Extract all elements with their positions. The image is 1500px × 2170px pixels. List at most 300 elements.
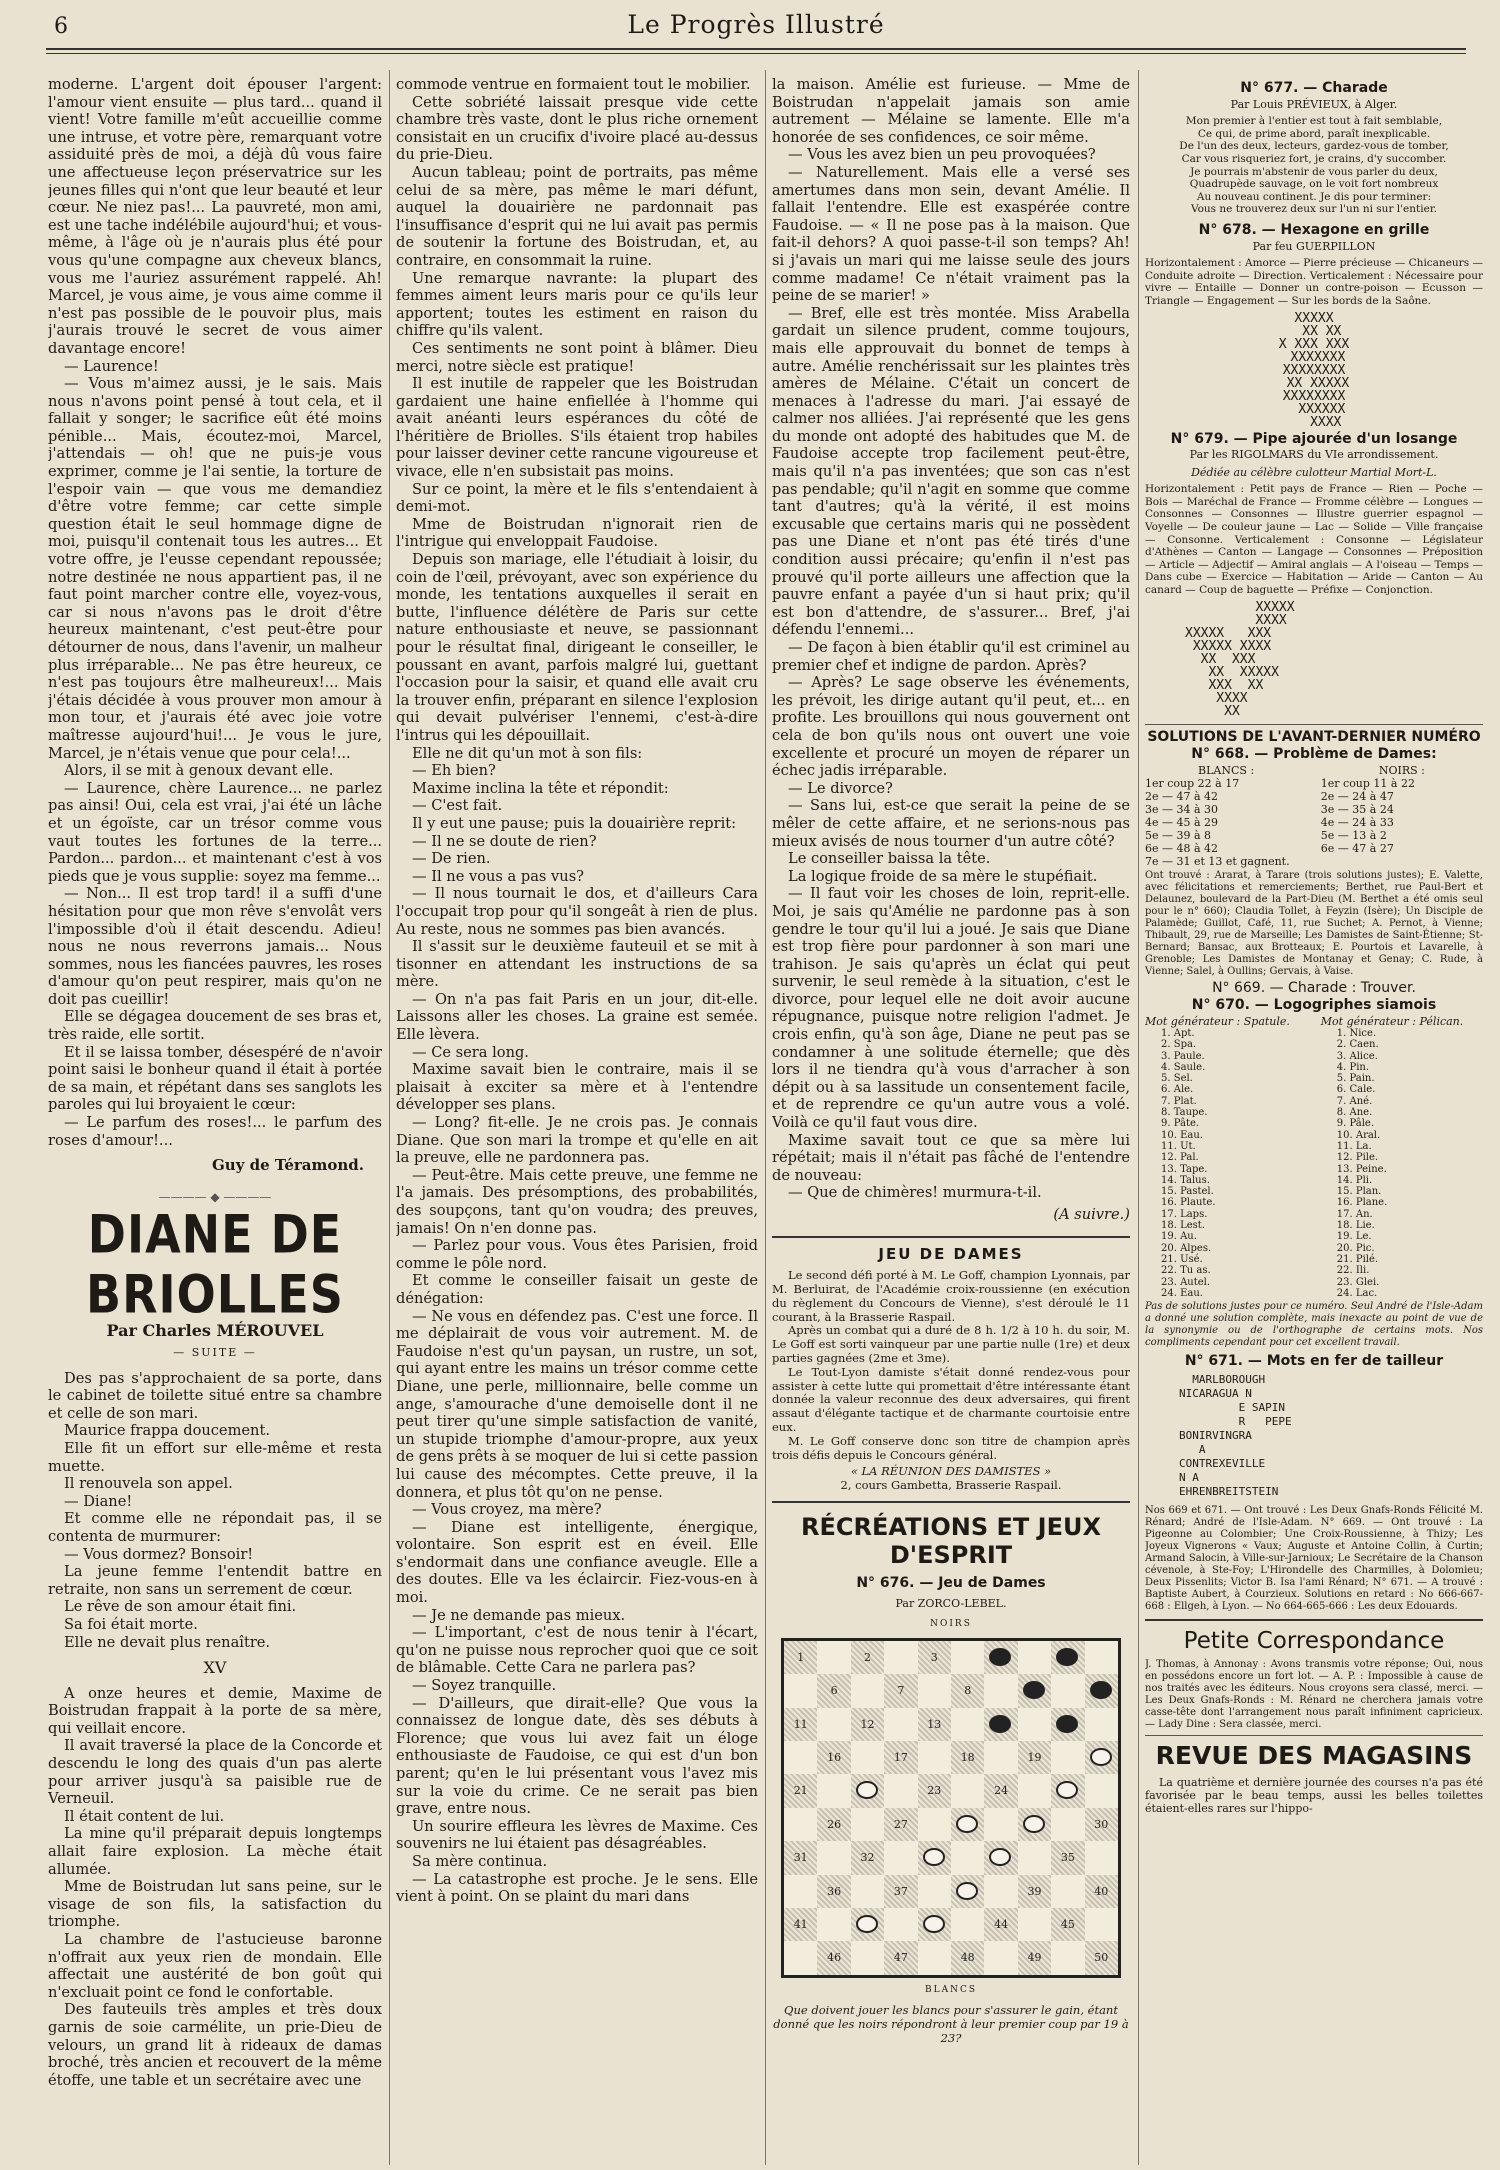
square-number: 17 [893,1750,908,1764]
text-line: Quadrupède sauvage, on le voit fort nombreux [1189,178,1439,191]
text-line: 4. Pin. [1336,1061,1370,1073]
hexagon-title: N° 678. — Hexagone en grille [1198,221,1430,238]
paragraph: — Ne vous en défendez pas. C'est une force. Il me déplairait de vous voir autrement. M. de Faudoise n'est qu'un paysan, un rustre, un sot, qui ayant entre les mains un trésor comme cette Diane, une perle, millionnaire, belle comme un ange, s'amourache d'une demoiselle dont il ne peut tirer qu'une simple satisfaction de vanité, un stupide triomphe d'amour-propre, aux yeux de gens prêts à se moquer de lui si cette passion lui cause des mécomptes. Cette preuve, il la donnera, et plus tôt qu'on ne pense. [396,1307,758,1501]
text-line: 2e — 24 à 47 [1320,789,1394,803]
problem-676-title: N° 676. — Jeu de Dames [856,1574,1046,1591]
board-light-square [1051,1808,1084,1841]
board-square-44 [984,1908,1017,1941]
paragraph: — Il faut voir les choses de loin, reprit-elle. Moi, je sais qu'Amélie ne pardonne pas à son gendre le tour qu'il lui a joué. Je sais que Diane est trop fière pour pardonner à son mari une trahison. Je sais qu'après un éclat qui peut survenir, le seul remède à la situation, c'est le divorce, pour lequel elle ne doit avoir aucune répugnance, puisque notre religion l'admet. Je crois enfin, qu'à son âge, Diane ne peut pas se condamner à une solitude éternelle; que dès lors il ne tiendra qu'à vous d'arracher à son dépit ou à sa lassitude un consentement facile, et de reprendre ce qu'un autre vous a volé. Voilà ce qu'il faut vous dire. [772,885,1130,1132]
board-square-8 [951,1674,984,1707]
square-number: 47 [893,1951,908,1965]
paragraph: Le conseiller baissa la tête. [788,850,991,868]
board-light-square [1018,1841,1051,1874]
square-number: 18 [960,1750,975,1764]
black-piece [989,1648,1011,1666]
text-line: 4. Saule. [1161,1061,1206,1073]
board-square-42 [851,1908,884,1941]
revue-title: REVUE DES MAGASINS [1155,1740,1473,1770]
white-piece [1023,1815,1045,1833]
paragraph: — Que de chimères! murmura-t-il. [788,1184,1042,1202]
paragraph: Et il se laissa tomber, désespéré de n'avoir point saisi le bonheur quand il était à portée de sa main, et répétant dans ses sanglots les paroles qui lui broyaient le cœur: [48,1043,382,1114]
square-number: 50 [1094,1951,1109,1965]
square-number: 3 [930,1650,938,1664]
board-square-41 [784,1908,817,1941]
board-light-square [918,1741,951,1774]
solution-668-title: N° 668. — Problème de Dames: [1191,746,1437,763]
paragraph: Elle se dégagea doucement de ses bras et, très raide, elle sortit. [48,1008,382,1044]
logogriph-left-head: Mot générateur : Spatule. [1145,1015,1290,1028]
column-3 [772,76,1130,2166]
text-line: Car vous risqueriez fort, je crains, d'y succomber. [1181,152,1447,165]
paragraph: Maxime savait tout ce que sa mère lui répétait; mais il n'était pas fâché de l'entendre de nouveau: [772,1131,1130,1184]
charade-title: N° 677. — Charade [1240,80,1388,96]
pipe-dedication: Dédiée au célèbre culotteur Martial Mort-L. [1191,465,1437,479]
paragraph: commode ventrue en formaient tout le mobilier. [396,76,751,93]
board-light-square [951,1908,984,1941]
paragraph: — Vous les avez bien un peu provoquées? [788,146,1096,164]
board-light-square [1018,1708,1051,1741]
board-square-36 [817,1875,850,1908]
text-line: 9. Pâte. [1161,1118,1200,1130]
text-line: 15. Pastel. [1161,1186,1214,1198]
board-square-22 [851,1774,884,1807]
text-line: 24. Eau. [1161,1287,1203,1299]
board-light-square [984,1741,1017,1774]
text-line: 3. Paule. [1161,1050,1205,1062]
board-light-square [1085,1708,1118,1741]
board-square-48 [951,1941,984,1974]
dames-section-title: JEU DE DAMES [878,1244,1024,1263]
paragraph: — Après? Le sage observe les événements, les prévoit, les dirige autant qu'il peut, et... en profite. Les brouillons qui nous gouvernent ont cela de bon qu'ils nous ont ouvert une voie excellente et procuré un moyen de réparer un échec jadis irréparable. [772,674,1130,780]
text-line: 12. Pal. [1161,1152,1199,1164]
board-square-47 [884,1941,917,1974]
column-rule-1 [389,70,390,2165]
board-light-square [884,1774,917,1807]
board-light-square [851,1808,884,1841]
board-square-23 [918,1774,951,1807]
text-line: 10. Aral. [1336,1129,1381,1141]
text-line: 6. Ale. [1161,1084,1194,1096]
paragraph: — La catastrophe est proche. Je le sens. Elle vient à point. On se plaint du mari dans [396,1870,758,1906]
square-number: 21 [793,1784,808,1798]
logogriph-left [1145,1015,1307,1299]
square-number: 6 [830,1684,838,1698]
text-line: 1er coup 22 à 17 [1145,776,1240,790]
square-number: 1 [797,1650,805,1664]
square-number: 12 [860,1717,875,1731]
text-line: 4e — 45 à 29 [1145,815,1219,829]
text-line: 4e — 24 à 33 [1320,815,1394,829]
solution-671-title: N° 671. — Mots en fer de tailleur [1184,1353,1444,1370]
board-light-square [984,1674,1017,1707]
section-rule-2 [772,1501,1130,1503]
square-number: 11 [793,1717,808,1731]
board-square-39 [1018,1875,1051,1908]
board-light-square [918,1674,951,1707]
paragraph: Mme de Boistrudan n'ignorait rien de l'intrigue qui enveloppait Faudoise. [396,515,758,551]
paragraph: — Eh bien? [412,762,496,780]
paragraph: — Long? fit-elle. Je ne crois pas. Je connais Diane. Que son mari la trompe et qu'elle en ait la preuve, elle ne pardonnera pas. [396,1114,758,1167]
text-line: 1. Nice. [1336,1028,1377,1039]
board-square-24 [984,1774,1017,1807]
square-number: 41 [793,1917,808,1931]
board-light-square [851,1941,884,1974]
solution-670-note: Pas de solutions justes pour ce numéro. Seul André de l'Isle-Adam a donné une solution complète, mais inexacte au point de vue de la synonymie ou de l'orthographe de certains mots. Nos compliments cependant pour cet excellent travail. [1145,1301,1483,1349]
paragraph: Maxime inclina la tête et répondit: [412,779,669,797]
board-light-square [918,1941,951,1974]
paragraph: La logique froide de sa mère le stupéfiait. [788,867,1098,885]
paragraph: Un sourire effleura les lèvres de Maxime. Ces souvenirs ne lui étaient pas désagréables. [396,1817,758,1853]
board-square-45 [1051,1908,1084,1941]
charade-author: Par Louis PRÉVIEUX, à Alger. [1230,97,1398,111]
black-piece [1090,1681,1112,1699]
board-square-1 [784,1641,817,1674]
board-light-square [1051,1941,1084,1974]
board-light-square [784,1674,817,1707]
text-line: 24. Lac. [1336,1287,1378,1299]
text-line: 20. Alpes. [1161,1242,1212,1254]
square-number: 26 [827,1817,842,1831]
square-number: 45 [1060,1917,1075,1931]
text-line: 17. Laps. [1161,1208,1208,1220]
column-rule-3 [1138,70,1139,2165]
board-square-37 [884,1875,917,1908]
board-light-square [817,1708,850,1741]
solution-669: N° 669. — Charade : Trouver. [1212,979,1416,996]
text-line: 11. Ut. [1161,1140,1196,1152]
blancs-label: BLANCS [924,1984,978,1995]
board-light-square [884,1841,917,1874]
paragraph: — Il ne vous a pas vus? [412,867,585,885]
text-line: 6e — 48 à 42 [1145,841,1219,855]
board-square-33 [918,1841,951,1874]
text-line: 2. Spa. [1161,1039,1197,1051]
board-light-square [851,1741,884,1774]
board-square-18 [951,1741,984,1774]
paragraph: Sa foi était morte. [64,1615,198,1633]
board-light-square [884,1641,917,1674]
text-line: 18. Lest. [1161,1220,1205,1232]
column-2 [396,76,758,2166]
paragraph: Il était content de lui. [64,1807,225,1825]
black-piece [989,1715,1011,1733]
text-line: 1. Apt. [1161,1028,1195,1039]
story-signature: Guy de Téramond. [211,1156,364,1175]
white-piece [956,1882,978,1900]
board-light-square [851,1674,884,1707]
board-light-square [918,1875,951,1908]
revue-text: La quatrième et dernière journée des courses n'a pas été favorisée par le beau temps, aussi les belles toilettes étaient-elles rares sur l'hippo- [1145,1775,1483,1815]
text-line: 19. Le. [1336,1231,1372,1243]
board-light-square [1085,1841,1118,1874]
board-square-9 [1018,1674,1051,1707]
header-rule-thin [46,53,1466,54]
paragraph: La mine qu'il préparait depuis longtemps allait faire explosion. La mèche était allumée. [48,1825,382,1878]
white-piece [1056,1781,1078,1799]
correspondance-title: Petite Correspondance [1183,1627,1445,1654]
board-square-29 [1018,1808,1051,1841]
board-square-26 [817,1808,850,1841]
board-light-square [884,1908,917,1941]
board-light-square [984,1875,1017,1908]
solutions-finders: Nos 669 et 671. — Ont trouvé : Les Deux Gnafs-Ronds Félicité M. Rénard; André de l'Isle-Adam. N° 669. — Ont trouvé : La Pigeonne au Colombier; Une Croix-Roussienne, à Thizy; Les Joyeux Vignerons « Vaux; Auguste et Antoine Collin, à Curtin; Armand Salocin, à Ville-sur-Jarnioux; Le Secrétaire de la Chanson cévenole, à Ste-Foy; L'Hirondelle des Charmilles, à Dolomieu; Deux Pissenlits; Victor B. Isa l'ami Rénard; N° 671. — A trouvé : Baptiste Aubert, à Courzieux. Solutions en retard : No 666-667-668 : Ellgeh, à Lyon. — No 664-665-666 : Les deux Edouards. [1145,1504,1483,1612]
square-number: 24 [994,1784,1009,1798]
blancs-heading: BLANCS : [1198,763,1255,777]
board-light-square [984,1941,1017,1974]
square-number: 37 [893,1884,908,1898]
white-piece [1090,1748,1112,1766]
paragraph: Le Tout-Lyon damiste s'était donné rendez-vous pour assister à cette lutte qui promettait d'être intéressante étant donnée la valeur reconnue des deux adversaires, qui firent assaut d'élégante tactique et de charmante courtoisie entre eux. [772,1364,1130,1434]
board-square-19 [1018,1741,1051,1774]
square-number: 27 [893,1817,908,1831]
checkers-board-wrap [781,1638,1121,1978]
text-line: 5e — 13 à 2 [1320,828,1387,842]
story-ending [48,76,382,1149]
paragraph: moderne. L'argent doit épouser l'argent: l'amour vient ensuite — plus tard... quand il vient! Votre famille m'eût accueillie comme une intruse, et votre père, remarquant votre assiduité près de moi, a déjà dû vous faire une affectueuse leçon préservatrice sur les jeunes filles qui n'ont que leur beauté et leur cœur. Ne niez pas!... La pauvreté, mon ami, est une tache indélébile aujourd'hui; et vous-même, à l'âge où je n'aurais plus été pour vous qu'une compagne aux cheveux blancs, vous me l'auriez assurément rappelé. Ah! Marcel, je vous aime, je vous aime comme il n'est pas possible de le pouvoir plus, mais j'aurais trouvé le secret de vous aimer davantage encore! [48,76,382,357]
text-line: 10. Eau. [1161,1129,1203,1141]
serial-title: DIANE DE BRIOLLES [86,1203,344,1326]
masthead-title: Le Progrès Illustré [627,10,885,39]
white-piece [923,1848,945,1866]
board-square-7 [884,1674,917,1707]
white-piece [856,1781,878,1799]
hexagon-clues: Horizontalement : Amorce — Pierre précieuse — Chicaneurs — Conduite adroite — Direction. Verticalement : Nécessaire pour vivre — Entaille — Donner un contre-poison — Ecusson — Triangle — Engagement — Sur les bords de la Saône. [1145,257,1483,307]
pipe-title: N° 679. — Pipe ajourée d'un losange [1170,430,1458,447]
board-square-46 [817,1941,850,1974]
square-number: 31 [793,1851,808,1865]
paragraph: Mme de Boistrudan lut sans peine, sur le visage de son fils, la satisfaction du triomphe. [48,1878,382,1931]
square-number: 8 [964,1684,972,1698]
paragraph: La jeune femme l'entendit battre en retraite, non sans un serrement de cœur. [48,1563,382,1598]
pipe-grid: XXXXX XXXX XXXXX XXX XXXXX XXXX XX XXX XX XXXXX XXX XX XXXX XX [1185,599,1295,719]
paragraph: — Diane est intelligente, énergique, volontaire. Son esprit est en éveil. Elle s'endormait dans une confiance aveugle. Elle a des doutes. Elle va les éclaircir. Fiez-vous-en à moi. [396,1518,758,1607]
solution-668-finders: Ont trouvé : Ararat, à Tarare (trois solutions justes); E. Valette, avec félicitations et remerciements; Berthet, rue Paul-Bert et Delaunez, boulevard de la Part-Dieu (M. Berthet a été omis seul pour le n° 660); Claudia Tollet, à Feyzin (Isère); Un Disciple de Palamède; Guillot, Café, 11, rue Suchet; A. Pernot, à Vienne; Thibault, 29, rue de Marseille; Les Damistes de Saint-Étienne; St-Bernard; Bansac, aux Brotteaux; E. Pourtois et Lavarelle, à Grenoble; Les Damistes de Montanay et Genay; C. Rude, à Vienne; Salel, à Oullins; Gervais, à Vaise. [1145,869,1483,977]
board-square-30 [1085,1808,1118,1841]
serial-text-part3 [396,76,758,1906]
paragraph: — Peut-être. Mais cette preuve, une femme ne l'a jamais. Des présomptions, des probabilités, des soupçons, tant qu'on voudra; des preuves, jamais! On n'en donne pas. [396,1166,758,1237]
paragraph: — Laurence! [64,357,159,375]
text-line: 20. Pic. [1336,1242,1375,1254]
paragraph: — L'important, c'est de nous tenir à l'écart, qu'on ne puisse nous reprocher quoi que ce soit de blâmable. Cette Cara ne parlera pas? [396,1624,758,1677]
board-light-square [918,1808,951,1841]
logogriph-right [1321,1015,1483,1299]
board-light-square [984,1808,1017,1841]
text-line: 22. Tu as. [1161,1265,1211,1277]
paragraph: Il renouvela son appel. [64,1475,233,1493]
noirs-heading: NOIRS : [1378,763,1425,777]
text-line: 19. Au. [1161,1231,1197,1243]
text-line: 23. Glei. [1336,1276,1380,1288]
board-square-38 [951,1875,984,1908]
paragraph: A onze heures et demie, Maxime de Boistrudan frappait à la porte de sa mère, qui veillait encore. [48,1684,382,1737]
board-light-square [851,1875,884,1908]
board-square-40 [1085,1875,1118,1908]
paragraph: — Je ne demande pas mieux. [412,1606,626,1624]
paragraph: — D'ailleurs, que dirait-elle? Que vous la connaissez de longue date, dès ses débuts à Florence; que vous lui avez fait un éloge enthousiaste de Faudoise, ce qui est d'un bon parent; qu'en le lui présentant vous l'avez mis sur la voie du crime. Ce ne serait pas bien grave, entre nous. [396,1694,758,1818]
paragraph: — On n'a pas fait Paris en un jour, dit-elle. Laissons aller les choses. La graine est semée. Elle lèvera. [396,990,758,1044]
paragraph: Maurice frappa doucement. [64,1422,270,1440]
board-light-square [1018,1774,1051,1807]
text-line: 17. An. [1336,1208,1373,1220]
pipe-author: Par les RIGOLMARS du VIe arrondissement. [1189,448,1439,462]
text-line: Ce qui, de prime abord, paraît inexplicable. [1197,127,1431,140]
paragraph: Le rêve de son amour était fini. [64,1598,297,1616]
board-square-21 [784,1774,817,1807]
text-line: 16. Plane. [1336,1197,1388,1209]
text-line: Je pourrais m'abstenir de vous parler du deux, [1190,165,1438,178]
square-number: 7 [897,1684,905,1698]
serial-suite-label: — SUITE — [173,1346,257,1359]
paragraph: Sa mère continua. [412,1852,548,1870]
solution-671-grid: MARLBOROUGH NICARAGUA N E SAPIN R PEPE BONIRVINGRA A CONTREXEVILLE N A EHRENBREITSTEIN [1179,1372,1292,1498]
pipe-clues: Horizontalement : Petit pays de France — Rien — Poche — Bois — Maréchal de France — Fromme célèbre — Longues — Consonnes — Consonnes — Illustre guerrier espagnol — Voyelle — De couleur jaune — Lac — Solide — Ville française — Consonne. Verticalement : Consonne — Législateur d'Athènes — Canton — Langage — Consonnes — Préposition — Article — Adjectif — Amiral anglais — A l'oiseau — Temps — Dans cube — Exercice — Habitation — Aride — Canton — Au canard — Coup de baguette — Préfixe — Conjonction. [1145,483,1483,597]
board-square-31 [784,1841,817,1874]
paragraph: — De façon à bien établir qu'il est criminel au premier chef et indigne de pardon. Après? [772,639,1130,674]
text-line: 5. Pain. [1336,1073,1375,1085]
board-square-11 [784,1708,817,1741]
solutions-title: SOLUTIONS DE L'AVANT-DERNIER NUMÉRO [1147,728,1481,745]
board-square-13 [918,1708,951,1741]
text-line: 2. Caen. [1336,1039,1379,1051]
logogriph-left-list [1145,1028,1307,1299]
board-square-15 [1051,1708,1084,1741]
square-number: 16 [827,1750,842,1764]
board-light-square [784,1875,817,1908]
board-square-43 [918,1908,951,1941]
text-line: De l'un des deux, lecteurs, gardez-vous de tomber, [1179,140,1449,153]
paragraph: — Non... Il est trop tard! il a suffi d'une hésitation pour que mon rêve s'envolât vers l'impossible d'où il était descendu. Adieu! nous ne nous reverrons jamais... Nous sommes, nous les fiancées pauvres, les roses d'amour qu'on peut respirer, mais qu'on ne doit pas cueillir! [48,885,382,1008]
text-line: Vous ne trouverez deux sur l'un ni sur l'entier. [1190,203,1438,216]
board-square-49 [1018,1941,1051,1974]
serial-text-part4 [772,76,1130,1202]
black-piece [1056,1715,1078,1733]
board-light-square [817,1841,850,1874]
paragraph: — Vous croyez, ma mère? [412,1501,602,1519]
paragraph: Et comme elle ne répondait pas, il se contenta de murmurer: [48,1510,382,1545]
solution-668-moves [1145,764,1483,868]
page-number: 6 [54,14,68,39]
revue-rule [1145,1735,1483,1736]
board-square-32 [851,1841,884,1874]
white-piece [856,1915,878,1933]
hexagon-grid: XXXXX XX XX X XXX XXX XXXXXXX XXXXXXXX XX XXXXX XXXXXXXX XXXXXX XXXX [1278,310,1350,430]
black-piece [1056,1648,1078,1666]
board-light-square [817,1908,850,1941]
paragraph: M. Le Goff conserve donc son titre de champion après trois défis depuis le Concours général. [772,1433,1130,1462]
square-number: 13 [927,1717,942,1731]
paragraph: Depuis son mariage, elle l'étudiait à loisir, du coin de l'œil, prévoyant, avec son expérience du monde, les tentations auxquelles il serait en butte, l'influence délétère de Paris sur cette nature enthousiaste et neuve, se passionnant pour le résultat final, dirigeant le conseiller, le poussant en avant, parfois malgré lui, guettant l'occasion pour la saisir, et quand elle avait cru la trouver enfin, préparant en silence l'explosion qui devait pulvériser l'ennemi, c'est-à-dire l'intrus qui les dépouillait. [396,551,758,744]
paragraph: Sur ce point, la mère et le fils s'entendaient à demi-mot. [396,480,758,516]
paragraph: — C'est fait. [412,797,503,815]
hexagon-author: Par feu GUERPILLON [1252,239,1376,253]
paragraph: Une remarque navrante: la plupart des femmes aiment leurs maris pour ce qu'ils leur apportent; toutes les estiment en raison du chiffre qu'ils valent. [396,269,758,340]
board-light-square [1051,1741,1084,1774]
paragraph: — Il nous tournait le dos, et d'ailleurs Cara l'occupait trop pour qu'il songeât à rien de plus. Au reste, nous ne sommes pas bien avancés. [396,885,758,938]
logogriph-right-head: Mot générateur : Pélican. [1320,1015,1464,1028]
board-square-14 [984,1708,1017,1741]
paragraph: — Le parfum des roses!... le parfum des roses d'amour!... [48,1114,382,1149]
text-line: 22. Ili. [1336,1265,1370,1277]
header-rule [46,48,1466,50]
board-light-square [1085,1774,1118,1807]
ornament-divider: ———— ◆ ———— [158,1189,272,1204]
paragraph: Alors, il se mit à genoux devant elle. [64,762,334,780]
board-square-2 [851,1641,884,1674]
board-light-square [1085,1908,1118,1941]
text-line: 9. Pâle. [1336,1118,1375,1130]
paragraph: — Naturellement. Mais elle a versé ses amertumes dans mon sein, devant Amélie. Il fallait l'entendre. Elle est exaspérée contre Faudoise. — « Il ne pose pas à la maison. Que fait-il dehors? A quoi passe-t-il son temps? Ah! si j'avais un mari qui me laisse seule des jours comme madame! Ce n'était vraiment pas la peine de se marier! » [772,163,1130,305]
paragraph: — Vous m'aimez aussi, je le sais. Mais nous n'avons point pensé à tout cela, et il fallait y songer; le sacrifice eût été moins pénible... Mais, écoutez-moi, Marcel, j'attendais — oh! que ne puis-je vous exprimer, comme je l'ai sentie, la torture de l'espoir vain — que vous me demandiez d'être votre femme; car cette simple question était le seul hommage digne de moi, puisqu'il contenait tous les autres... Et votre offre, je l'eusse cependant repoussée; notre destinée ne nous appartient pas, il ne faut point marcher contre elle, voyez-vous, car si nous n'avons pas le droit d'être heureux maintenant, c'est peut-être pour détourner de nous, dans l'avenir, un malheur plus irréparable... Ne pas être heureux, ce n'est pas toujours être malheureux!... Mais j'étais décidée à vous prouver mon amour à mon tour, et j'aurais été avec joie votre maîtresse aujourd'hui!... Je vous le jure, Marcel, je n'étais venue que pour cela!... [48,375,382,762]
board-light-square [784,1741,817,1774]
board-square-50 [1085,1941,1118,1974]
paragraph: — Bref, elle est très montée. Miss Arabella gardait un silence prudent, comme toujours, mais elle approuvait du bonnet de temps à autre. Amélie renchérissait sur les plaintes très amères de Mélaine. C'était un concert de menaces à l'adresse du mari. J'ai essayé de calmer nos alliées. J'ai représenté que les gens du monde ont adopté des habitudes que M. de Faudoise accepte trop facilement peut-être, mais qu'il n'a pas inventées; que son cas n'est pas pendable; qu'il n'agit en somme que comme tant d'autres; qu'à la vérité, il est moins excusable que certains maris qui ne possèdent pas une Diane et n'ont pas été tirés d'une condition aussi précaire; qu'enfin il n'est pas prouvé qu'il porte ailleurs une affection que la pauvre enfant a payée d'un si haut prix; qu'il est bon d'attendre, de s'assurer... Bref, j'ai défendu l'ennemi... [772,304,1130,639]
paragraph: — Soyez tranquille. [412,1677,557,1695]
text-line: 7. Plat. [1161,1095,1197,1107]
text-line: 15. Plan. [1336,1186,1382,1198]
board-light-square [951,1841,984,1874]
paragraph: Des fauteuils très amples et très doux garnis de soie carmélite, un prie-Dieu de velours, un grand lit à rideaux de damas broché, très ancien et recouvert de la même étoffe, une table et un secrétaire avec une [48,2001,382,2089]
text-line: 12. Pile. [1336,1152,1379,1164]
text-line: 3e — 35 à 24 [1320,802,1394,816]
square-number: 48 [960,1951,975,1965]
board-light-square [784,1808,817,1841]
text-line: Mon premier à l'entier est tout à fait semblable, [1185,115,1443,128]
board-square-20 [1085,1741,1118,1774]
text-line: Au nouveau continent. Je dis pour terminer: [1196,190,1432,203]
square-number: 23 [927,1784,942,1798]
board-light-square [1051,1875,1084,1908]
paragraph: Des pas s'approchaient de sa porte, dans le cabinet de toilette situé entre sa chambre et celle de son mari. [48,1369,382,1422]
paragraph: Aucun tableau; point de portraits, pas même celui de sa mère, pas même le mari défunt, auquel la douairière ne pardonnait pas l'insuffisance d'esprit qui ne lui avait pas permis de soutenir la fortune des Boistrudan, et, au contraire, en consommait la ruine. [396,163,758,269]
text-line: 23. Autel. [1161,1276,1211,1288]
logogriphs [1145,1015,1483,1299]
board-square-25 [1051,1774,1084,1807]
text-line: 21. Usé. [1161,1253,1203,1265]
paragraph: Il s'assit sur le deuxième fauteuil et se mit à tisonner en attendant les instructions de sa mère. [396,938,758,991]
white-piece [989,1848,1011,1866]
chapter-number: XV [203,1658,227,1678]
solution-670-title: N° 670. — Logogriphes siamois [1191,997,1437,1014]
text-line: 18. Lie. [1336,1220,1375,1232]
board-square-16 [817,1741,850,1774]
text-line: 6. Cale. [1336,1084,1376,1096]
board-caption: Que doivent jouer les blancs pour s'assurer le gain, étant donné que les noirs répondront à leur premier coup par 19 à 23? [773,2003,1129,2046]
board-square-17 [884,1741,917,1774]
text-line: 5e — 39 à 8 [1145,828,1212,842]
board-light-square [951,1708,984,1741]
paragraph: — Il ne se doute de rien? [412,832,597,850]
board-light-square [1085,1641,1118,1674]
black-piece [1023,1681,1045,1699]
paragraph: Après un combat qui a duré de 8 h. 1/2 à 10 h. du soir, M. Le Goff est sorti vainqueur par une partie nulle (1re) et deux parties gagnées (2me et 3me). [772,1323,1130,1365]
board-light-square [951,1774,984,1807]
text-line: 14. Talus. [1161,1174,1210,1186]
square-number: 40 [1094,1884,1109,1898]
board-light-square [817,1774,850,1807]
paragraph: — Ce sera long. [412,1043,529,1061]
text-line: 8. Taupe. [1161,1107,1208,1119]
board-light-square [784,1941,817,1974]
dames-report [772,1269,1130,1462]
paragraph: Ces sentiments ne sont point à blâmer. Dieu merci, notre siècle est pratique! [396,339,758,375]
board-light-square [1018,1908,1051,1941]
checkers-board [781,1638,1121,1978]
text-line: 13. Peine. [1336,1163,1387,1175]
square-number: 39 [1027,1884,1042,1898]
square-number: 44 [994,1917,1009,1931]
paragraph: — Diane! [64,1492,133,1510]
solutions-rule [1145,724,1483,725]
